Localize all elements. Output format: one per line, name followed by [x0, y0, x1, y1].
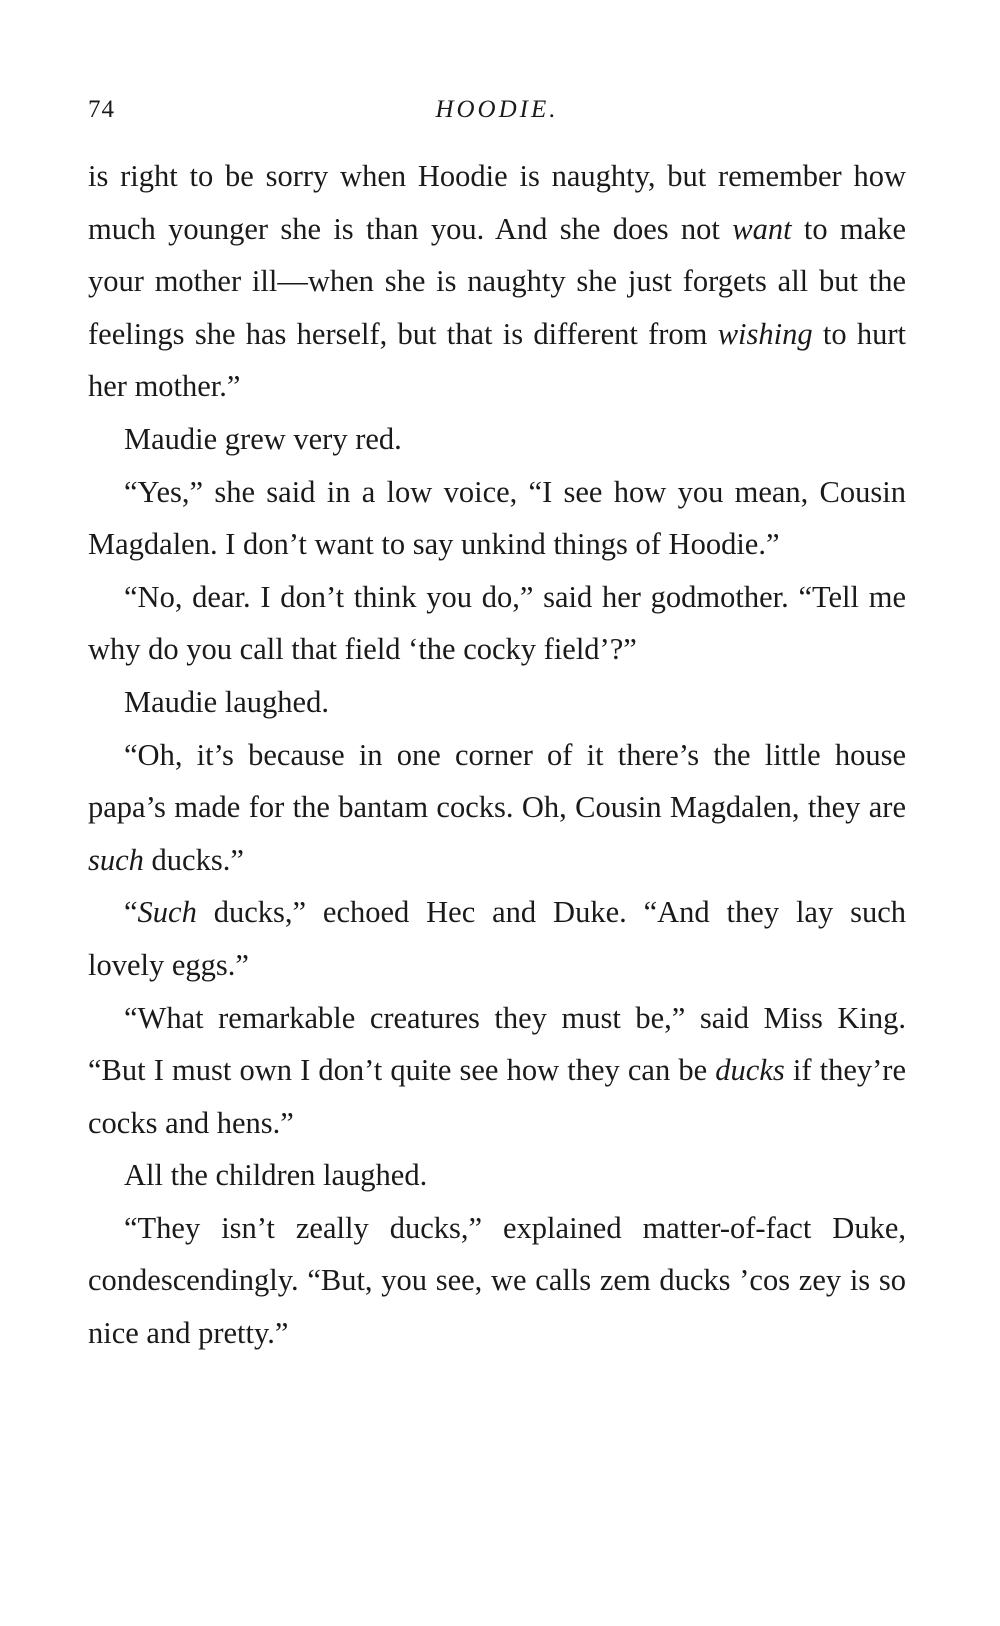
paragraph — [88, 1202, 906, 1360]
italic-text: want — [732, 211, 792, 246]
text-run: is right to be sorry when Hoodie is naughty, but remember how much younger she is than you. And she does not — [88, 159, 906, 246]
paragraph — [88, 992, 906, 1150]
italic-text: Such — [137, 895, 197, 930]
text-run: ducks,” echoed Hec and Duke. “And they lay such lovely eggs.” — [88, 895, 906, 982]
page-header — [88, 96, 906, 136]
paragraph — [88, 1149, 906, 1202]
text-run: ducks.” — [143, 842, 244, 877]
text-run: to hurt her mother.” — [88, 316, 907, 404]
text-run: Maudie grew very red. — [124, 421, 402, 456]
running-title: HOODIE. — [435, 96, 559, 123]
text-run: “Yes,” she said in a low voice, “I see how you mean, Cousin Magdalen. I don’t want to say unkind things of Hoodie.” — [88, 474, 906, 562]
text-run: “No, dear. I don’t think you do,” said her godmother. “Tell me why do you call that field ‘the cocky field’?” — [88, 579, 906, 667]
text-run: “What remarkable creatures they must be,” said Miss King. “But I must own I don’t quite see how they can be — [88, 1000, 906, 1088]
paragraph — [88, 886, 906, 991]
text-run: “ — [124, 895, 138, 930]
paragraph — [88, 676, 906, 729]
paragraph — [88, 150, 906, 413]
paragraph — [88, 571, 906, 676]
italic-text: such — [88, 842, 144, 877]
page-number: 74 — [88, 96, 115, 123]
paragraph — [88, 729, 906, 887]
text-run: to make your mother ill—when she is naughty she just forgets all but the feelings she has herself, but that is different from — [88, 211, 906, 351]
italic-text: wishing — [717, 316, 813, 351]
paragraph — [88, 413, 906, 466]
text-run: if they’re cocks and hens.” — [88, 1053, 906, 1140]
text-run: “They isn’t zeally ducks,” explained matter-of-fact Duke, condescendingly. “But, you see, we calls zem ducks ’cos zey is so nice and pretty.” — [88, 1210, 906, 1351]
text-run: All the children laughed. — [124, 1158, 428, 1193]
paragraph — [88, 466, 906, 571]
italic-text: ducks — [715, 1053, 785, 1088]
text-run: “Oh, it’s because in one corner of it there’s the little house papa’s made for the bantam cocks. Oh, Cousin Magdalen, they are — [88, 737, 906, 825]
body-text — [88, 150, 906, 1360]
text-run: Maudie laughed. — [124, 684, 329, 719]
